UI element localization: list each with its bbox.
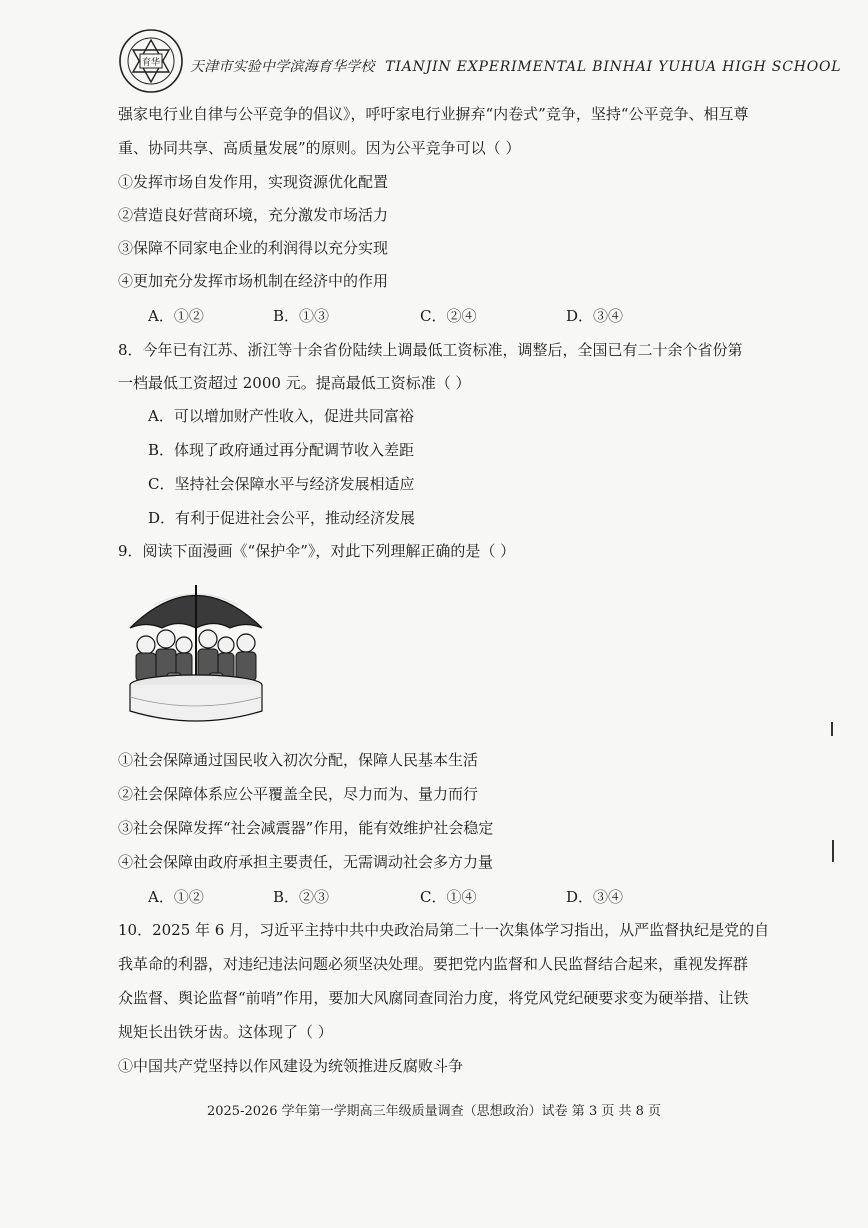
q9-option-d[interactable]: D．③④ bbox=[566, 888, 624, 906]
q7-option-c[interactable]: C．②④ bbox=[420, 307, 477, 325]
q8-option-b[interactable]: B．体现了政府通过再分配调节收入差距 bbox=[148, 441, 415, 459]
q8-line-1: 8．今年已有江苏、浙江等十余省份陆续上调最低工资标准，调整后，全国已有二十余个省份第 bbox=[118, 341, 743, 359]
school-logo bbox=[118, 28, 184, 94]
q10-line-4: 规矩长出铁牙齿。这体现了（ ） bbox=[118, 1023, 333, 1041]
school-name-en: TIANJIN EXPERIMENTAL BINHAI YUHUA HIGH SCHOOL bbox=[385, 59, 842, 75]
q10-line-1: 10．2025 年 6 月，习近平主持中共中央政治局第二十一次集体学习指出，从严监督执纪是党的自 bbox=[118, 921, 770, 939]
q8-option-a[interactable]: A．可以增加财产性收入，促进共同富裕 bbox=[148, 407, 414, 425]
protective-umbrella-cartoon bbox=[126, 573, 266, 731]
q7-line-1: 强家电行业自律与公平竞争的倡议》，呼吁家电行业摒弃“内卷式”竞争，坚持“公平竞争、相互尊 bbox=[118, 105, 749, 123]
q7-item-1: ①发挥市场自发作用，实现资源优化配置 bbox=[118, 173, 389, 191]
q8-line-2: 一档最低工资超过 2000 元。提高最低工资标准（ ） bbox=[118, 374, 471, 392]
q10-item-1: ①中国共产党坚持以作风建设为统领推进反腐败斗争 bbox=[118, 1057, 464, 1075]
q10-line-3: 众监督、舆论监督“前哨”作用，要加大风腐同查同治力度，将党风党纪硬要求变为硬举措、让铁 bbox=[118, 989, 749, 1007]
q7-item-4: ④更加充分发挥市场机制在经济中的作用 bbox=[118, 272, 389, 290]
q7-option-a[interactable]: A．①② bbox=[148, 307, 204, 325]
q7-option-b[interactable]: B．①③ bbox=[273, 307, 330, 325]
q9-item-2: ②社会保障体系应公平覆盖全民，尽力而为、量力而行 bbox=[118, 785, 479, 803]
q7-item-2: ②营造良好营商环境，充分激发市场活力 bbox=[118, 206, 389, 224]
q8-option-c[interactable]: C．坚持社会保障水平与经济发展相适应 bbox=[148, 475, 415, 493]
scan-mark bbox=[831, 722, 833, 736]
school-name-cn: 天津市实验中学滨海育华学校 bbox=[190, 59, 375, 75]
q9-item-4: ④社会保障由政府承担主要责任，无需调动社会多方力量 bbox=[118, 853, 494, 871]
school-header bbox=[190, 56, 841, 76]
q9-line: 9．阅读下面漫画《“保护伞”》，对此下列理解正确的是（ ） bbox=[118, 542, 516, 560]
q7-option-d[interactable]: D．③④ bbox=[566, 307, 624, 325]
q9-option-c[interactable]: C．①④ bbox=[420, 888, 477, 906]
logo-text: 育华 bbox=[141, 58, 161, 68]
q9-item-3: ③社会保障发挥“社会减震器”作用，能有效维护社会稳定 bbox=[118, 819, 494, 837]
q10-line-2: 我革命的利器，对违纪违法问题必须坚决处理。要把党内监督和人民监督结合起来，重视发挥群 bbox=[118, 955, 749, 973]
q9-option-b[interactable]: B．②③ bbox=[273, 888, 330, 906]
q7-line-2: 重、协同共享、高质量发展”的原则。因为公平竞争可以（ ） bbox=[118, 139, 521, 157]
page-footer: 2025-2026 学年第一学期高三年级质量调查（思想政治）试卷 第 3 页 共 8 页 bbox=[206, 1104, 662, 1119]
q9-option-a[interactable]: A．①② bbox=[148, 888, 204, 906]
scan-mark bbox=[832, 840, 834, 862]
q7-item-3: ③保障不同家电企业的利润得以充分实现 bbox=[118, 239, 389, 257]
q8-option-d[interactable]: D．有利于促进社会公平，推动经济发展 bbox=[148, 509, 416, 527]
q9-item-1: ①社会保障通过国民收入初次分配，保障人民基本生活 bbox=[118, 751, 479, 769]
